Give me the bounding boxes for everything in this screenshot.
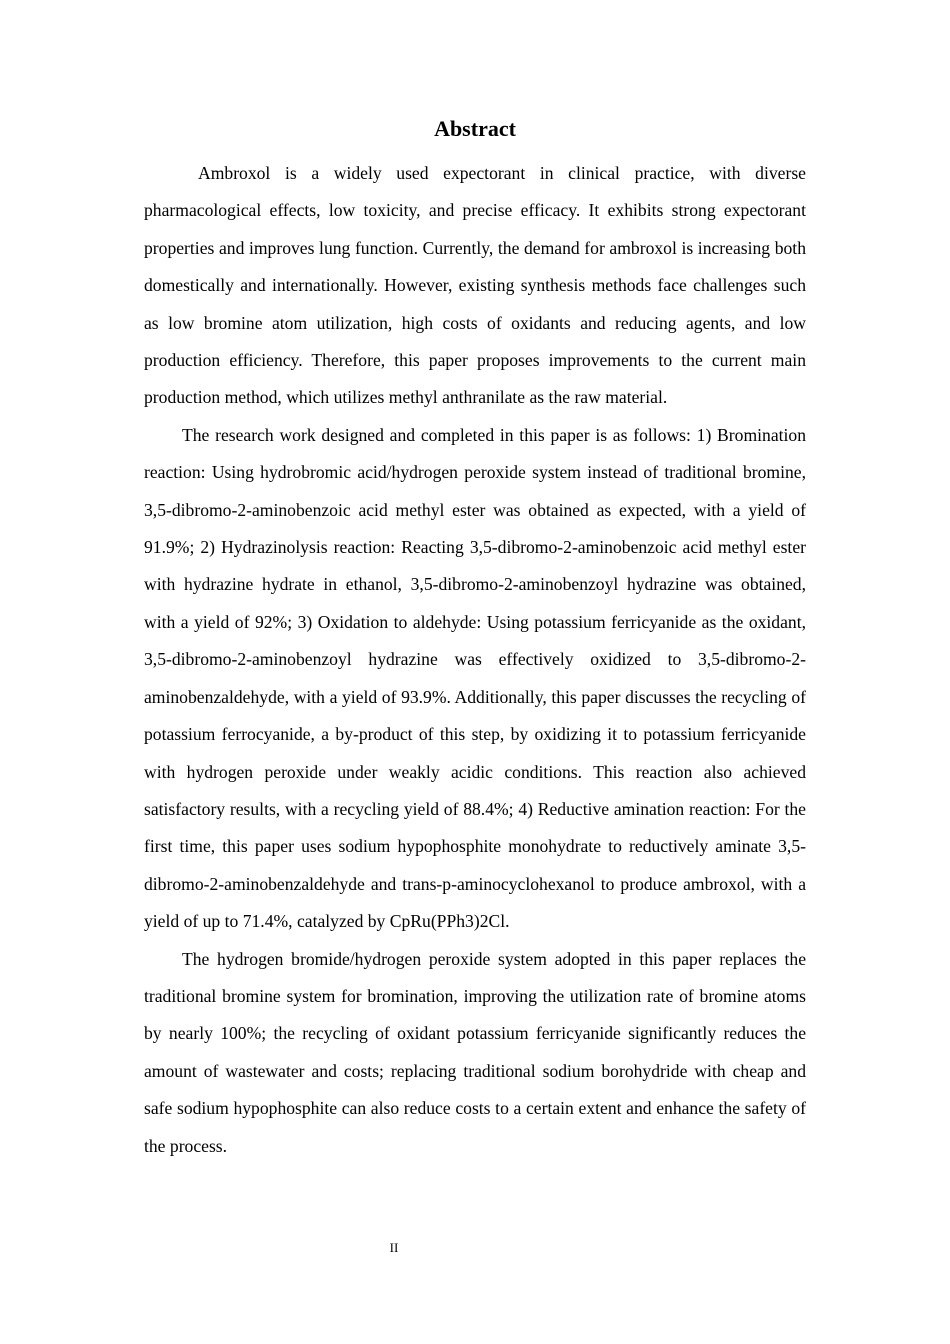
abstract-heading: Abstract: [434, 116, 516, 141]
abstract-body: [144, 155, 806, 1165]
abstract-paragraph-2: The research work designed and completed in this paper is as follows: 1) Bromination reaction: Using hydrobromic acid/hydrogen peroxide system instead of traditional bromine, 3,5-dibromo-2-aminobenzoic acid methyl ester was obtained as expected, with a yield of 91.9%; 2) Hydrazinolysis reaction: Reacting 3,5-dibromo-2-aminobenzoic acid methyl ester with hydrazine hydrate in ethanol, 3,5-dibromo-2-aminobenzoyl hydrazine was obtained, with a yield of 92%; 3) Oxidation to aldehyde: Using potassium ferricyanide as the oxidant, 3,5-dibromo-2-aminobenzoyl hydrazine was effectively oxidized to 3,5-dibromo-2-aminobenzaldehyde, with a yield of 93.9%. Additionally, this paper discusses the recycling of potassium ferrocyanide, a by-product of this step, by oxidizing it to potassium ferricyanide with hydrogen peroxide under weakly acidic conditions. This reaction also achieved satisfactory results, with a recycling yield of 88.4%; 4) Reductive amination reaction: For the first time, this paper uses sodium hypophosphite monohydrate to reductively aminate 3,5-dibromo-2-aminobenzaldehyde and trans-p-aminocyclohexanol to produce ambroxol, with a yield of up to 71.4%, catalyzed by CpRu(PPh3)2Cl.: [144, 424, 806, 932]
abstract-paragraph-3: The hydrogen bromide/hydrogen peroxide system adopted in this paper replaces the traditional bromine system for bromination, improving the utilization rate of bromine atoms by nearly 100%; the recycling of oxidant potassium ferricyanide significantly reduces the amount of wastewater and costs; replacing traditional sodium borohydride with cheap and safe sodium hypophosphite can also reduce costs to a certain extent and enhance the safety of the process.: [144, 948, 806, 1156]
abstract-paragraph-1: Ambroxol is a widely used expectorant in clinical practice, with diverse pharmacological effects, low toxicity, and precise efficacy. It exhibits strong expectorant properties and improves lung function. Currently, the demand for ambroxol is increasing both domestically and internationally. However, existing synthesis methods face challenges such as low bromine atom utilization, high costs of oxidants and reducing agents, and low production efficiency. Therefore, this paper proposes improvements to the current main production method, which utilizes methyl anthranilate as the raw material.: [144, 163, 806, 408]
page-number: II: [389, 1240, 399, 1255]
